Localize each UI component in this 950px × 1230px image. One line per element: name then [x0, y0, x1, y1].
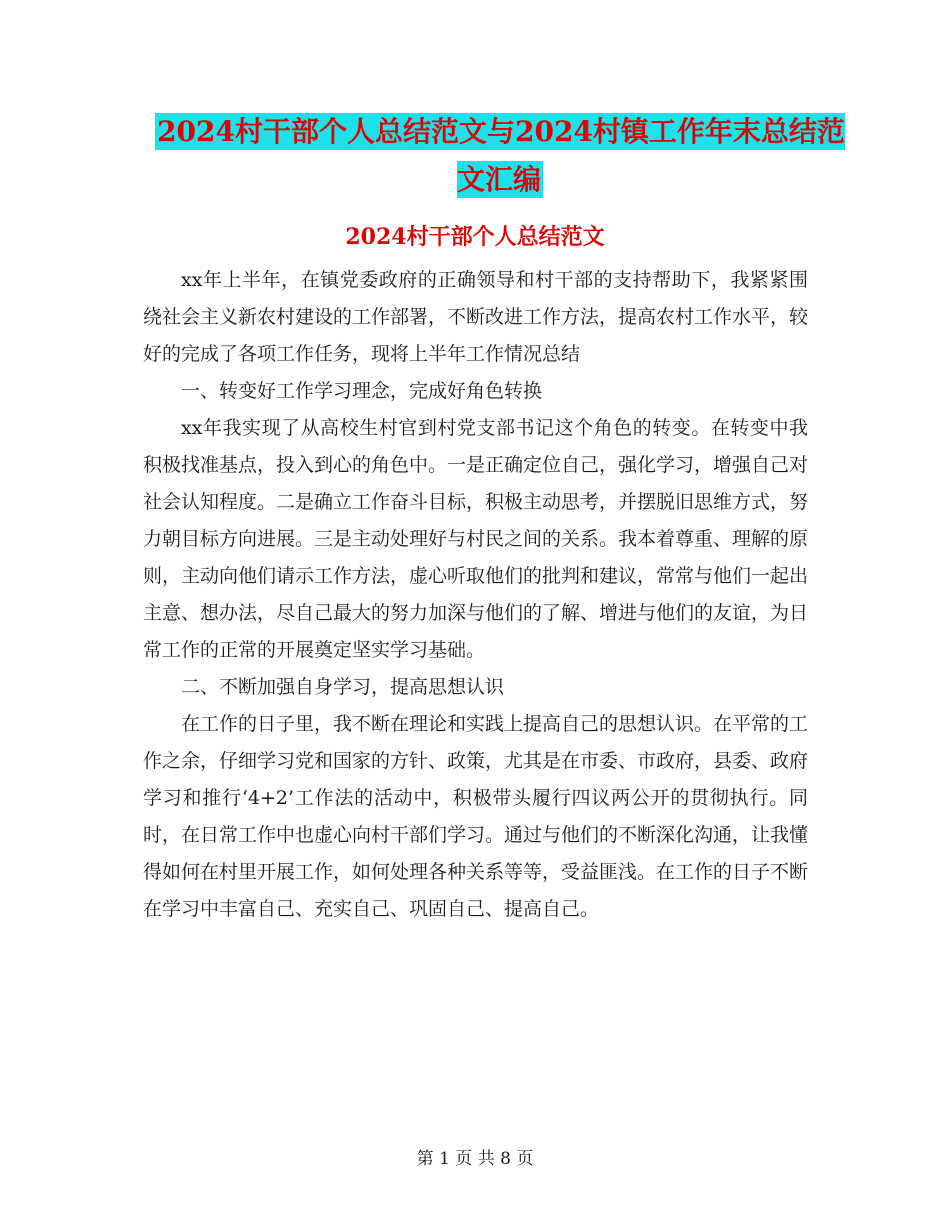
paragraph-role-change: xx年我实现了从高校生村官到村党支部书记这个角色的转变。在转变中我积极找准基点，投入到心的角色中。一是正确定位自己，强化学习，增强自己对社会认知程度。二是确立工作奋斗目标，积极主动思考，并摆脱旧思维方式，努力朝目标方向进展。三是主动处理好与村民之间的关系。我本着尊重、理解的原则，主动向他们请示工作方法，虚心听取他们的批判和建议，常常与他们一起出主意、想办法，尽自己最大的努力加深与他们的了解、增进与他们的友谊，为日常工作的正常的开展奠定坚实学习基础。 [143, 417, 809, 661]
document-body [143, 262, 808, 928]
document-title-text: 2024村干部个人总结范文与2024村镇工作年末总结范文汇编 [157, 115, 845, 196]
page-footer: 第 1 页 共 8 页 [416, 1149, 534, 1169]
section-title: 2024村干部个人总结范文 [345, 224, 605, 250]
paragraph-heading-1: 一、转变好工作学习理念，完成好角色转换 [181, 380, 543, 402]
paragraph-study: 在工作的日子里，我不断在理论和实践上提高自己的思想认识。在平常的工作之余，仔细学习党和国家的方针、政策，尤其是在市委、市政府，县委、政府学习和推行‘4+2’工作法的活动中，积极带头履行四议两公开的贯彻执行。同时，在日常工作中也虚心向村干部们学习。通过与他们的不断深化沟通，让我懂得如何在村里开展工作，如何处理各种关系等等，受益匪浅。在工作的日子不断在学习中丰富自己、充实自己、巩固自己、提高自己。 [143, 713, 809, 920]
paragraph-intro: xx年上半年，在镇党委政府的正确领导和村干部的支持帮助下，我紧紧围绕社会主义新农村建设的工作部署，不断改进工作方法，提高农村工作水平，较好的完成了各项工作任务，现将上半年工作情况总结 [143, 269, 809, 365]
document-title [150, 108, 850, 204]
paragraph-heading-2: 二、不断加强自身学习，提高思想认识 [181, 676, 505, 698]
